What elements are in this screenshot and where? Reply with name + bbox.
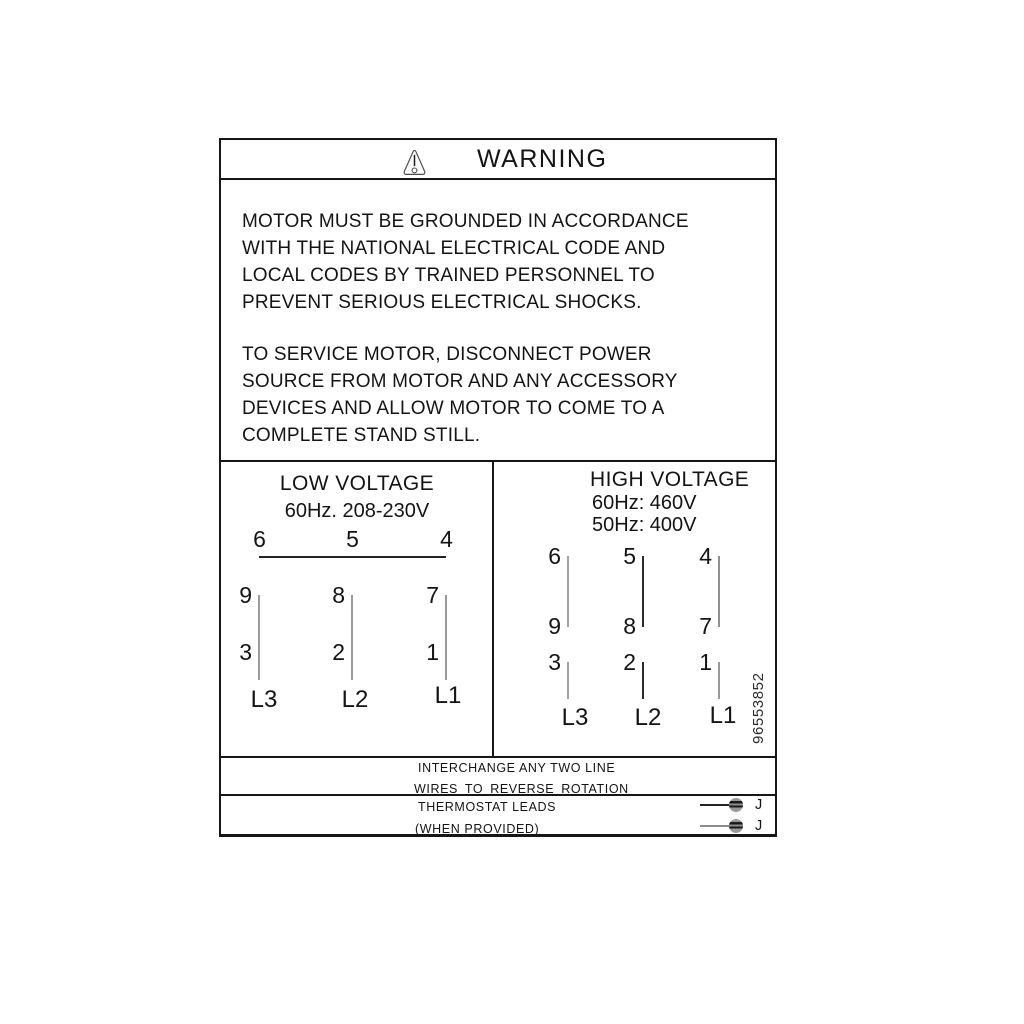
terminal-number: 9 <box>548 612 561 639</box>
lv-wire-8-2-L2 <box>351 595 353 680</box>
terminal-number: 6 <box>253 526 266 552</box>
thermostat-lead-terminal-icon <box>729 819 743 833</box>
hv-terminal-8 <box>623 612 652 639</box>
page-title: WARNING <box>477 145 608 173</box>
terminal-number: 1 <box>426 638 439 665</box>
hv-terminal-2 <box>623 648 652 675</box>
when-provided-text: (WHEN PROVIDED) <box>415 822 540 836</box>
lv-terminal-9 <box>239 581 268 608</box>
thermostat-lead-wire-2 <box>700 825 730 827</box>
motor-warning-label <box>219 138 777 837</box>
thermostat-lead-wire-1 <box>700 804 730 806</box>
terminal-number: 5 <box>623 542 636 569</box>
warning-line: PREVENT SERIOUS ELECTRICAL SHOCKS. <box>242 292 642 313</box>
hv-line-label-L1: L1 <box>709 702 737 729</box>
thermostat-leads-text: THERMOSTAT LEADS <box>418 800 557 814</box>
terminal-number: 4 <box>440 526 453 552</box>
low-voltage-rating: 60Hz. 208-230V <box>284 500 430 522</box>
hv-line-label-L3: L3 <box>561 704 589 731</box>
hv-wire-5-8 <box>642 556 644 627</box>
lv-terminal-7 <box>426 581 455 608</box>
grounding-warning-paragraph <box>242 208 762 316</box>
warning-line: TO SERVICE MOTOR, DISCONNECT POWER <box>242 344 652 365</box>
high-voltage-title: HIGH VOLTAGE <box>590 468 750 491</box>
diagram-section-divider <box>221 460 775 462</box>
high-voltage-rating-60hz: 60Hz: 460V <box>592 492 697 514</box>
terminal-number: 3 <box>239 638 252 665</box>
lv-line-label-L1: L1 <box>434 682 462 709</box>
hv-wire-6-9 <box>567 556 569 627</box>
warning-triangle-icon <box>401 148 428 177</box>
lv-line-label-L2: L2 <box>341 686 369 713</box>
thermostat-lead-terminal-icon <box>729 798 743 812</box>
hv-wire-4-7 <box>718 556 720 627</box>
terminal-number: 2 <box>623 648 636 675</box>
lv-terminal-6 <box>251 526 268 566</box>
service-warning-paragraph <box>242 341 762 449</box>
terminal-number: 1 <box>699 648 712 675</box>
high-voltage-rating-50hz: 50Hz: 400V <box>592 514 697 536</box>
low-voltage-title: LOW VOLTAGE <box>279 472 435 495</box>
hv-terminal-9 <box>548 612 577 639</box>
hv-terminal-3 <box>548 648 577 675</box>
warning-line: DEVICES AND ALLOW MOTOR TO COME TO A <box>242 398 665 419</box>
hv-terminal-5 <box>623 542 652 569</box>
lv-terminal-8 <box>332 581 361 608</box>
lv-terminal-5 <box>344 526 361 566</box>
rotation-note-line1: INTERCHANGE ANY TWO LINE <box>418 761 616 775</box>
lv-terminal-3 <box>239 638 268 665</box>
hv-terminal-1 <box>699 648 728 675</box>
thermostat-lead-label-2: J <box>755 818 763 834</box>
terminal-number: 4 <box>699 542 712 569</box>
warning-line: MOTOR MUST BE GROUNDED IN ACCORDANCE <box>242 211 689 232</box>
warning-line: LOCAL CODES BY TRAINED PERSONNEL TO <box>242 265 655 286</box>
thermostat-note-row <box>221 794 775 838</box>
lv-terminal-4 <box>438 526 455 566</box>
hv-terminal-4 <box>699 542 728 569</box>
warning-line: SOURCE FROM MOTOR AND ANY ACCESSORY <box>242 371 678 392</box>
hv-terminal-6 <box>548 542 577 569</box>
terminal-number: 6 <box>548 542 561 569</box>
lv-wire-9-3-L3 <box>258 595 260 680</box>
hv-line-label-L2: L2 <box>634 704 662 731</box>
thermostat-lead-label-1: J <box>755 797 763 813</box>
terminal-number: 5 <box>346 526 359 552</box>
terminal-number: 8 <box>332 581 345 608</box>
rotation-note-line2: WIRES TO REVERSE ROTATION <box>414 782 629 796</box>
warning-line: WITH THE NATIONAL ELECTRICAL CODE AND <box>242 238 666 259</box>
part-number: 96553852 <box>750 672 767 744</box>
warning-header <box>221 140 775 180</box>
terminal-number: 3 <box>548 648 561 675</box>
warning-line: COMPLETE STAND STILL. <box>242 425 481 446</box>
terminal-number: 7 <box>699 612 712 639</box>
terminal-number: 2 <box>332 638 345 665</box>
rotation-note-row <box>221 756 775 794</box>
terminal-number: 8 <box>623 612 636 639</box>
terminal-number: 9 <box>239 581 252 608</box>
lv-wire-7-1-L1 <box>445 595 447 680</box>
terminal-number: 7 <box>426 581 439 608</box>
hv-terminal-7 <box>699 612 728 639</box>
lv-terminal-2 <box>332 638 361 665</box>
lv-line-label-L3: L3 <box>250 686 278 713</box>
lv-terminal-1 <box>426 638 455 665</box>
